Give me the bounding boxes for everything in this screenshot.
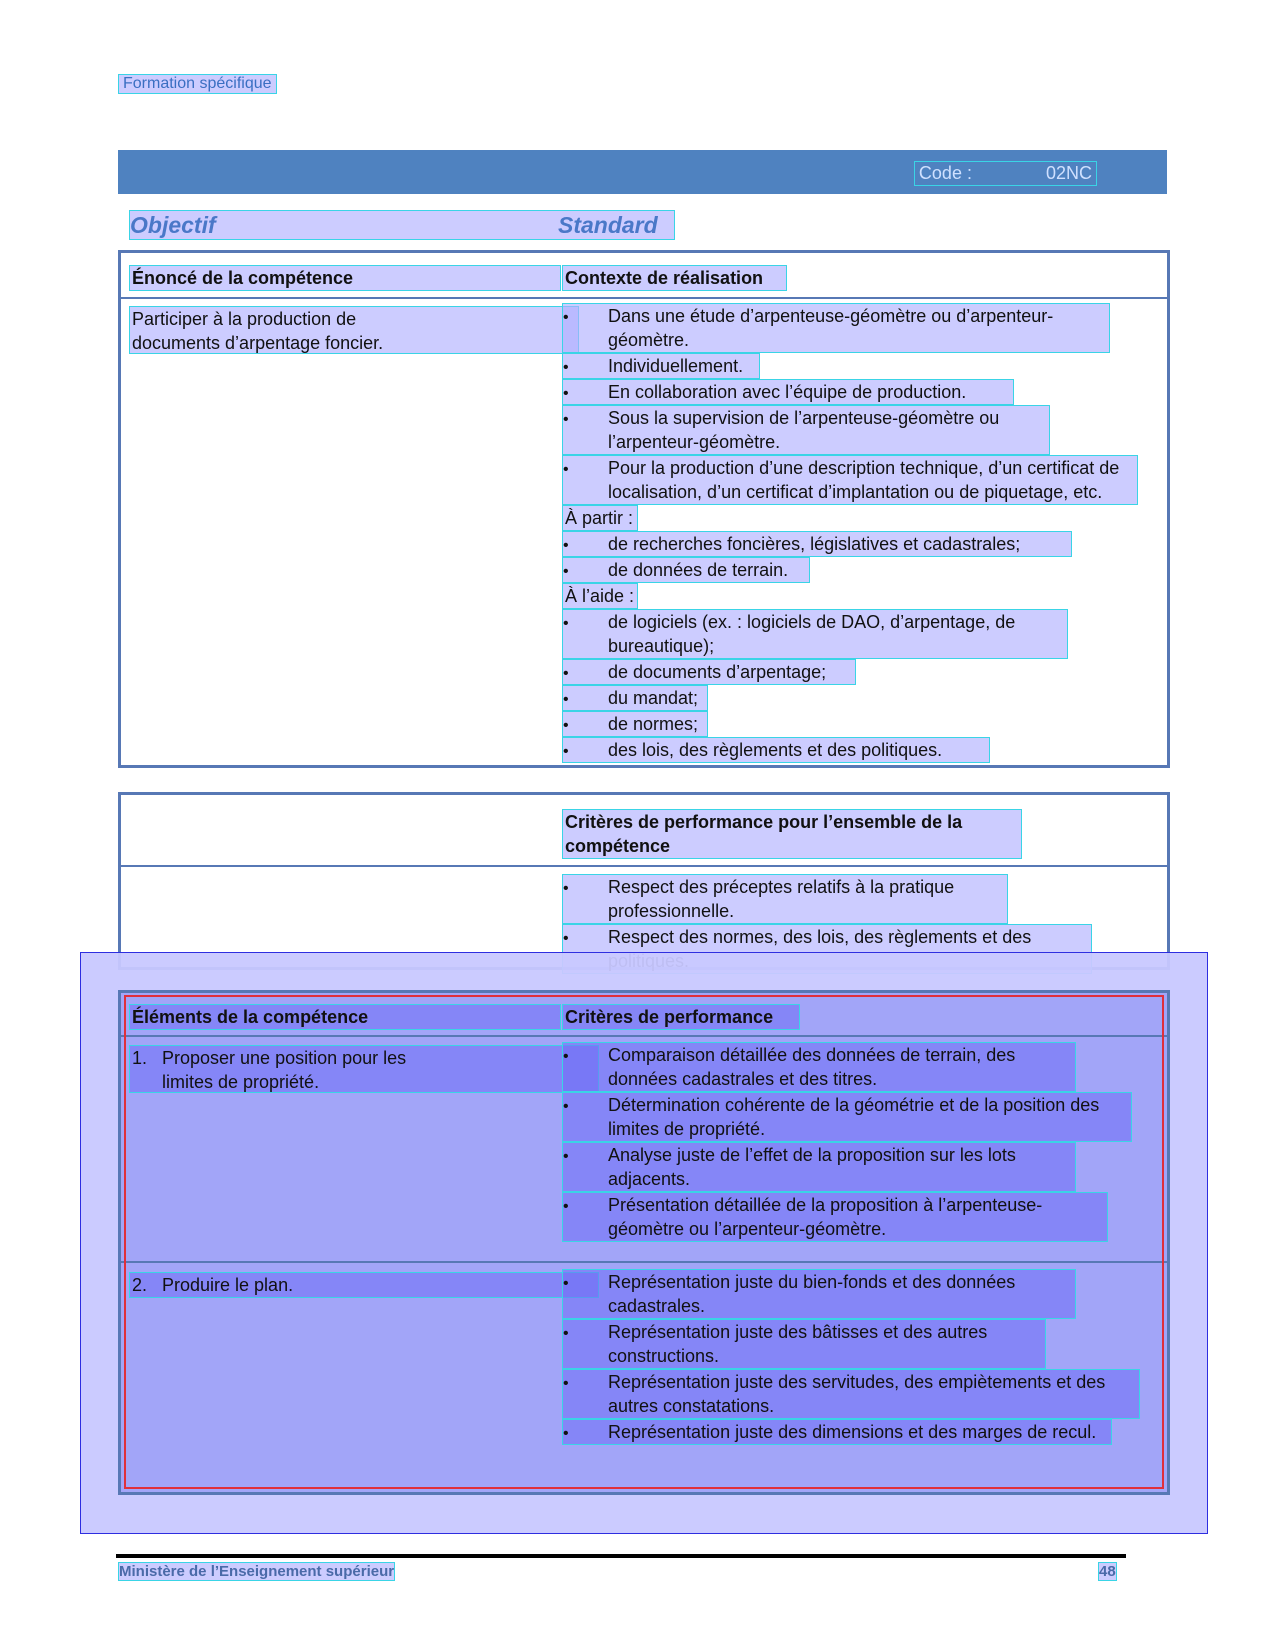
code-field: [914, 161, 1097, 186]
footer-ministry: Ministère de l’Enseignement supérieur: [119, 1563, 395, 1580]
a-partir-label: À partir :: [562, 505, 638, 531]
criteria-ensemble-header: Critères de performance pour l’ensemble de la compétence: [562, 809, 1022, 859]
list-item: • de recherches foncières, législatives et cadastrales;: [562, 531, 1072, 557]
page-number: 48: [1099, 1563, 1116, 1580]
list-item: • Détermination cohérente de la géométrie et de la position des limites de propriété.: [562, 1092, 1132, 1142]
element-2-title: 2. Produire le plan.: [129, 1272, 599, 1298]
list-item: • Dans une étude d’arpenteuse-géomètre ou d’arpenteur-géomètre.: [562, 303, 1110, 353]
list-item: • de logiciels (ex. : logiciels de DAO, d’arpentage, de bureautique);: [562, 609, 1068, 659]
competence-table: [118, 250, 1170, 768]
list-item: • du mandat;: [562, 685, 708, 711]
code-bar: [118, 150, 1167, 194]
list-item: • Représentation juste des servitudes, des empiètements et des autres constatations.: [562, 1369, 1140, 1419]
list-item: • des lois, des règlements et des politiques.: [562, 737, 990, 763]
header-label: Formation spécifique: [118, 74, 277, 94]
list-item: • Représentation juste du bien-fonds et des données cadastrales.: [562, 1269, 1076, 1319]
list-item: • Présentation détaillée de la proposition à l’arpenteuse-géomètre ou l’arpenteur-géomètre.: [562, 1192, 1108, 1242]
list-item: • En collaboration avec l’équipe de production.: [562, 379, 1014, 405]
list-item: • de normes;: [562, 711, 708, 737]
objectif-heading: Objectif: [130, 212, 216, 238]
list-item: • de données de terrain.: [562, 557, 810, 583]
list-item: • Respect des préceptes relatifs à la pratique professionnelle.: [562, 874, 1008, 924]
contexte-header: Contexte de réalisation: [562, 265, 787, 291]
section-header-row: [129, 210, 675, 240]
list-item: • Représentation juste des bâtisses et des autres constructions.: [562, 1319, 1046, 1369]
list-item: • de documents d’arpentage;: [562, 659, 856, 685]
enonce-line: documents d’arpentage foncier.: [132, 333, 384, 353]
element-1-title: 1. Proposer une position pour les limites de propriété.: [129, 1045, 599, 1093]
criteria-ensemble-table: [118, 792, 1170, 970]
list-item: • Pour la production d’une description technique, d’un certificat de localisation, d’un certificat d’implantation ou de piquetage, etc.: [562, 455, 1138, 505]
list-item: • Sous la supervision de l’arpenteuse-géomètre ou l’arpenteur-géomètre.: [562, 405, 1050, 455]
red-selection-box: [124, 995, 1164, 1489]
list-item: • Représentation juste des dimensions et des marges de recul.: [562, 1419, 1112, 1445]
list-item: • Comparaison détaillée des données de terrain, des données cadastrales et des titres.: [562, 1042, 1076, 1092]
table-divider: [121, 297, 1167, 299]
enonce-line: Participer à la production de: [132, 309, 357, 329]
enonce-header: Énoncé de la compétence: [129, 265, 561, 291]
list-item: • Respect des normes, des lois, des règlements et des: [562, 924, 1092, 974]
elements-header: Éléments de la compétence: [129, 1004, 561, 1030]
table-divider: [121, 865, 1167, 867]
a-l-aide-label: À l’aide :: [562, 583, 638, 609]
list-item: • Analyse juste de l’effet de la proposition sur les lots adjacents.: [562, 1142, 1076, 1192]
code-value: 02NC: [1045, 163, 1092, 183]
contexte-list: [562, 303, 1162, 763]
list-item: • Individuellement.: [562, 353, 760, 379]
footer-rule: [116, 1554, 1126, 1558]
standard-heading: Standard: [558, 212, 658, 238]
code-label: Code :: [918, 163, 972, 183]
criteria-header: Critères de performance: [562, 1004, 800, 1030]
enonce-text: [129, 306, 579, 354]
